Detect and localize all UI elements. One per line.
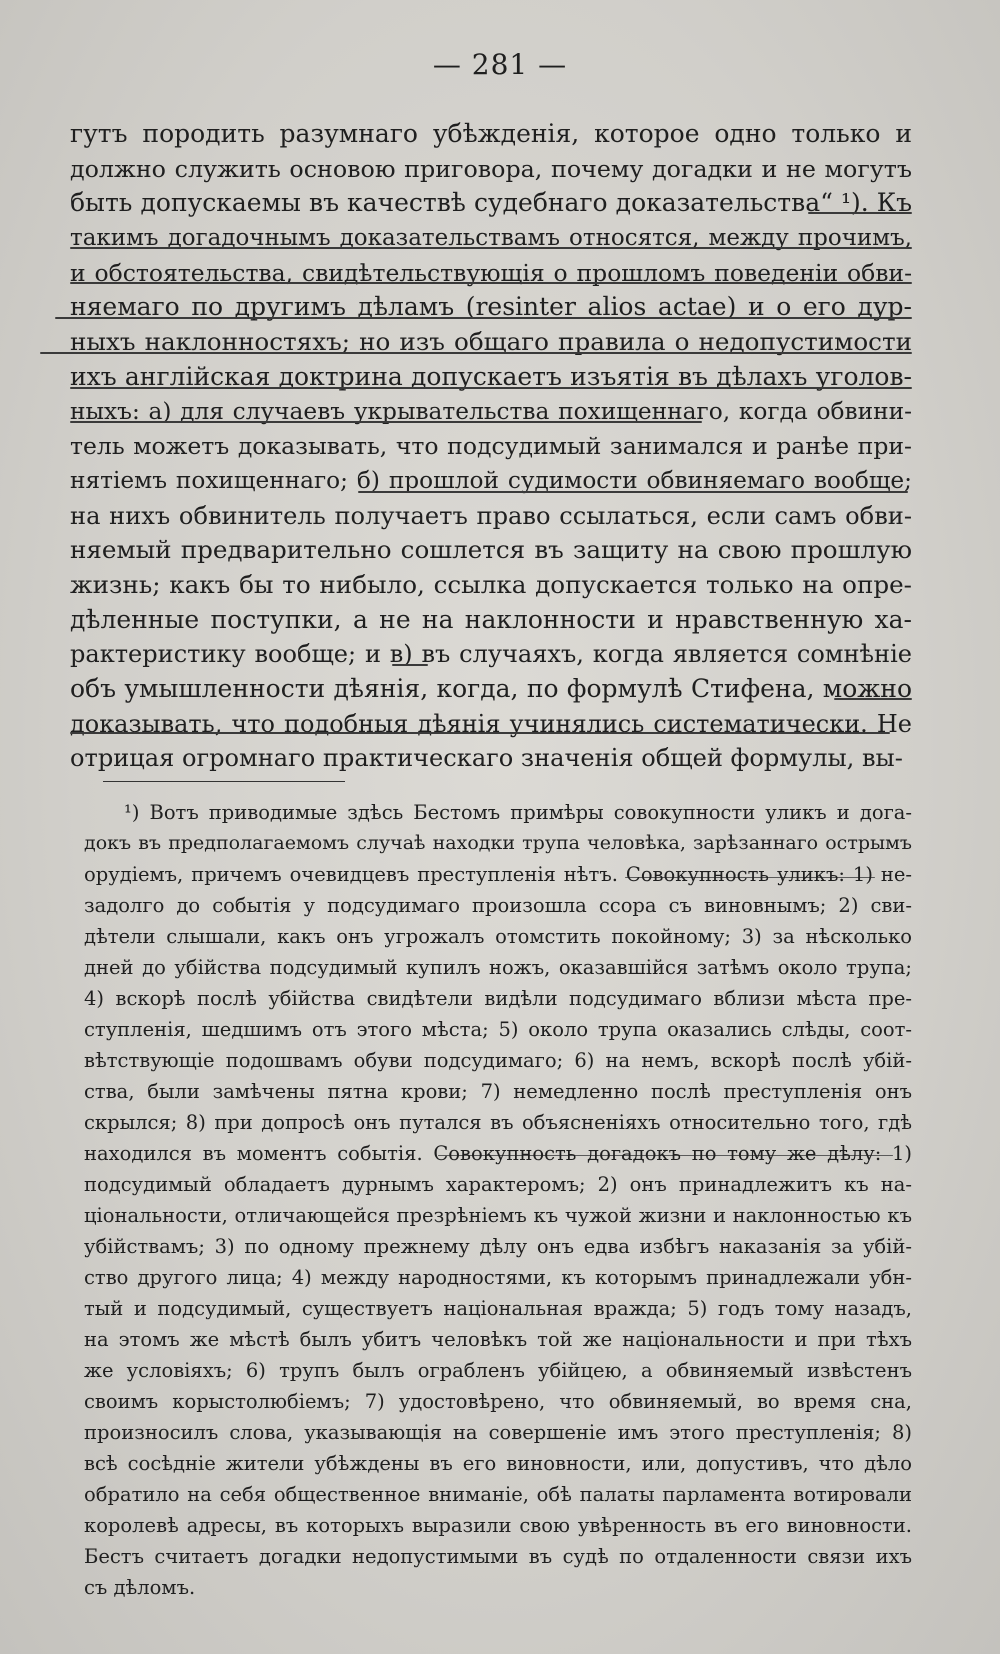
text-line: такимъ догадочнымъ доказательствамъ относятся, между прочимъ, — [70, 225, 912, 252]
footnote-line: подсудимый обладаетъ дурнымъ характеромъ; 2) онъ принадлежитъ къ на- — [84, 1173, 912, 1196]
footnote-line: ¹) Вотъ приводимые здѣсь Бестомъ примѣры совокупности уликъ и дога- — [124, 801, 912, 824]
footnote-line: убійствамъ; 3) по одному прежнему дѣлу онъ едва избѣгъ наказанія за убій- — [84, 1235, 912, 1258]
pencil-underline — [40, 352, 912, 354]
footnote-line: же условіяхъ; 6) трупъ былъ ограбленъ убійцею, а обвиняемый извѣстенъ — [84, 1359, 912, 1382]
footnote-line: скрылся; 8) при допросѣ онъ путался въ объясненіяхъ относительно того, гдѣ — [84, 1111, 912, 1134]
footnote-line: произносилъ слова, указывающія на совершеніе имъ этого преступленія; 8) — [84, 1421, 912, 1444]
text-line: ныхъ наклонностяхъ; но изъ общаго правила о недопустимости — [70, 327, 912, 357]
pencil-underline — [392, 664, 428, 666]
footnote-line: всѣ сосѣдніе жители убѣждены въ его виновности, или, допустивъ, что дѣло — [84, 1452, 912, 1475]
pencil-underline — [808, 212, 912, 214]
text-line: ныхъ: а) для случаевъ укрывательства похищеннаго, когда обвини- — [70, 397, 912, 425]
pencil-underline — [358, 491, 908, 493]
pencil-underline — [70, 387, 912, 389]
footnote-line: ства, были замѣчены пятна крови; 7) немедленно послѣ преступленія онъ — [84, 1080, 912, 1103]
footnote-line: вѣтствующіе подошвамъ обуви подсудимаго; 6) на немъ, вскорѣ послѣ убій- — [84, 1049, 912, 1072]
text-line: няемый предварительно сошлется въ защиту на свою прошлую — [70, 535, 912, 565]
footnote-line: королевѣ адресы, въ которыхъ выразили свою увѣренность въ его виновности. — [84, 1514, 912, 1537]
footnote-line: съ дѣломъ. — [84, 1576, 196, 1599]
pencil-underline — [70, 282, 912, 284]
text-line: нятіемъ похищеннаго; б) прошлой судимости обвиняемаго вообще; — [70, 466, 912, 494]
footnote-line: находился въ моментъ событія. Совокупность догадокъ по тому же дѣлу: 1) — [84, 1142, 912, 1165]
footnote-line: ступленія, шедшимъ отъ этого мѣста; 5) около трупа оказались слѣды, соот- — [84, 1018, 912, 1041]
text-line: жизнь; какъ бы то нибыло, ссылка допускается только на опре- — [70, 569, 912, 599]
text-line: объ умышленности дѣянія, когда, по формулѣ Стифена, можно — [70, 674, 912, 703]
footnote-line: обратило на себя общественное вниманіе, обѣ палаты парламента вотировали — [84, 1483, 912, 1506]
pencil-underline — [834, 698, 912, 700]
text-line: отрицая огромнаго практическаго значенія общей формулы, вы- — [70, 744, 903, 773]
footnote-line: на этомъ же мѣстѣ былъ убитъ человѣкъ той же національности и при тѣхъ — [84, 1328, 912, 1351]
footnote-line: орудіемъ, причемъ очевидцевъ преступленія нѣтъ. Совокупность уликъ: 1) не- — [84, 863, 912, 886]
footnote-line: докъ въ предполагаемомъ случаѣ находки трупа человѣка, зарѣзаннаго острымъ — [84, 832, 912, 854]
pencil-underline — [70, 247, 912, 249]
main-text — [70, 117, 912, 776]
footnote-line: Бестъ считаетъ догадки недопустимыми въ судѣ по отдаленности связи ихъ — [84, 1545, 912, 1568]
footnote-line: дѣтели слышали, какъ онъ угрожалъ отомстить покойному; 3) за нѣсколько — [84, 925, 912, 948]
footnote-line: ство другого лица; 4) между народностями, къ которымъ принадлежали убн- — [84, 1266, 912, 1289]
footnote-line: 4) вскорѣ послѣ убійства свидѣтели видѣли подсудимаго вблизи мѣста пре- — [84, 987, 912, 1010]
text-line: и обстоятельства, свидѣтельствующія о прошломъ поведеніи обви- — [70, 258, 912, 287]
text-line: на нихъ обвинитель получаетъ право ссылаться, если самъ обви- — [70, 501, 912, 530]
text-line: тель можетъ доказывать, что подсудимый занимался и ранѣе при- — [70, 432, 912, 461]
footnote-separator — [103, 781, 345, 782]
text-line: ихъ англійская доктрина допускаетъ изъятія въ дѣлахъ уголов- — [70, 361, 912, 391]
pencil-underline — [70, 732, 890, 734]
text-line: рактеристику вообще; и в) въ случаяхъ, когда является сомнѣніе — [70, 640, 912, 669]
text-line: няемаго по другимъ дѣламъ (resinter alios actae) и о его дур- — [70, 292, 912, 322]
footnote-line: своимъ корыстолюбіемъ; 7) удостовѣрено, что обвиняемый, во время сна, — [84, 1390, 912, 1413]
footnote-line: задолго до событія у подсудимаго произошла ссора съ виновнымъ; 2) сви- — [84, 894, 912, 917]
text-line: гутъ породить разумнаго убѣжденія, которое одно только и — [70, 119, 912, 148]
page-number: — 281 — — [432, 48, 568, 81]
footnote — [84, 797, 912, 1603]
text-line: доказывать, что подобныя дѣянія учинялись систематически. Не — [70, 709, 912, 738]
footnote-line: дней до убійства подсудимый купилъ ножъ, оказавшійся затѣмъ около трупа; — [84, 956, 912, 979]
text-line: быть допускаемы въ качествѣ судебнаго доказательства“ ¹). Къ — [70, 188, 912, 218]
pencil-underline — [55, 317, 912, 319]
footnote-line: тый и подсудимый, существуетъ національная вражда; 5) годъ тому назадъ, — [84, 1297, 912, 1320]
pencil-underline — [70, 421, 702, 423]
text-line: дѣленные поступки, а не на наклонности и нравственную ха- — [70, 604, 912, 634]
text-line: должно служить основою приговора, почему догадки и не могутъ — [70, 154, 912, 183]
footnote-line: ціональности, отличающейся презрѣніемъ къ чужой жизни и наклонностью къ — [84, 1204, 912, 1227]
